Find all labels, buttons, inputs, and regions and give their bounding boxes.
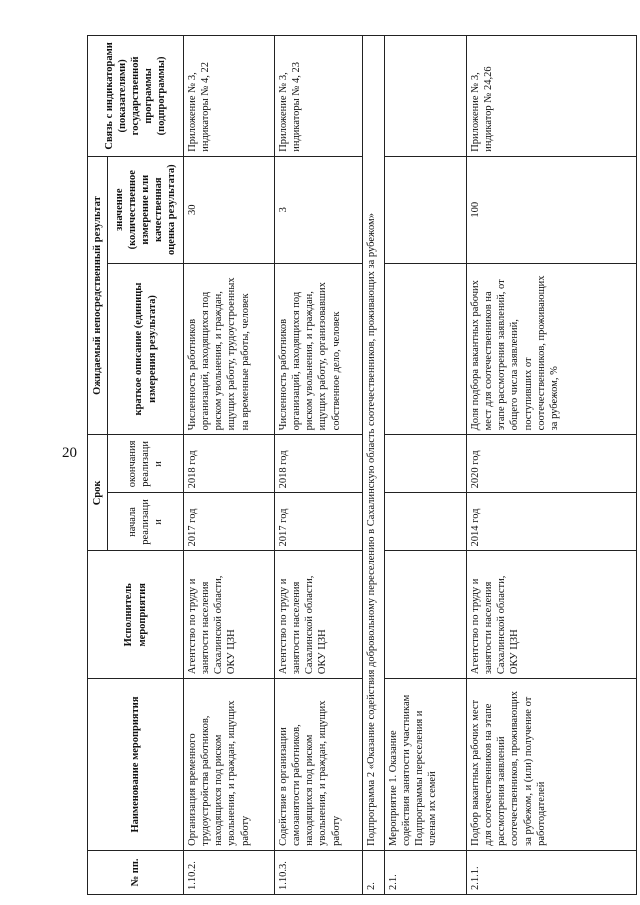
table-row: [275, 36, 363, 895]
row-desc: Доля подбора вакантных рабочих мест для соотечественников на этапе рассмотрения заявлений, от общего числа заявлений, поступивших от соотечественников, проживающих за рубежом, %: [467, 263, 637, 435]
row-start: 2017 год: [184, 493, 275, 551]
table-row: [467, 36, 637, 895]
row-link: Приложение № 3, индикатор № 24,26: [467, 36, 637, 157]
row-num: 1.10.2.: [184, 850, 275, 894]
subprogram-row: [363, 36, 385, 895]
row-desc: Численность работников организаций, находящихся под риском увольнения, и граждан, ищущих работу, организовавших собственное дело, человек: [275, 263, 363, 435]
row-value: 30: [184, 156, 275, 263]
row-executor: Агентство по труду и занятости населения Сахалинской области, ОКУ ЦЗН: [467, 551, 637, 679]
row-name: Подбор вакантных рабочих мест для соотечественников на этапе рассмотрения заявлений соотечественников, проживающих за рубежом, и (или) получение от работодателей: [467, 679, 637, 851]
measure-row: [385, 36, 467, 895]
row-link: Приложение № 3, индикаторы № 4, 22: [184, 36, 275, 157]
row-desc: Численность работников организаций, находящихся под риском увольнения, и граждан, ищущих работу, трудоустроенных на временные работы, человек: [184, 263, 275, 435]
row-executor: Агентство по труду и занятости населения Сахалинской области, ОКУ ЦЗН: [184, 551, 275, 679]
row-start: 2017 год: [275, 493, 363, 551]
empty-cell: [385, 263, 467, 435]
header-term-end: окончания реализации: [108, 435, 184, 493]
row-link: Приложение № 3, индикаторы № 4, 23: [275, 36, 363, 157]
row-end: 2018 год: [275, 435, 363, 493]
header-term: Срок: [88, 435, 108, 551]
header-term-start: начала реализации: [108, 493, 184, 551]
header-name: Наименование мероприятия: [88, 679, 184, 851]
empty-cell: [385, 551, 467, 679]
header-result: Ожидаемый непосредственный результат: [88, 156, 108, 435]
row-name: Организация временного трудоустройства работников, находящихся под риском увольнения, и граждан, ищущих работу: [184, 679, 275, 851]
empty-cell: [385, 493, 467, 551]
header-link: Связь с индикаторами (показателями) государственной программы (подпрограммы): [88, 36, 184, 157]
empty-cell: [385, 435, 467, 493]
row-value: 3: [275, 156, 363, 263]
header-result-value: значение (количественное измерение или качественная оценка результата): [108, 156, 184, 263]
header-executor: Исполнитель мероприятия: [88, 551, 184, 679]
row-executor: Агентство по труду и занятости населения Сахалинской области, ОКУ ЦЗН: [275, 551, 363, 679]
row-num: 2.1.1.: [467, 850, 637, 894]
row-name: Содействие в организации самозанятости работников, находящихся под риском увольнения, и граждан, ищущих работу: [275, 679, 363, 851]
measure-num: 2.1.: [385, 850, 467, 894]
program-table: [87, 35, 637, 895]
empty-cell: [385, 36, 467, 157]
page-number: 20: [62, 445, 77, 461]
row-value: 100: [467, 156, 637, 263]
row-end: 2020 год: [467, 435, 637, 493]
table-row: [184, 36, 275, 895]
measure-name: Мероприятие 1. Оказание содействия занятости участникам Подпрограммы переселения и членам их семей: [385, 679, 467, 851]
subprogram-title: Подпрограмма 2 «Оказание содействия добровольному переселению в Сахалинскую область соотечественников, проживающих за рубежом»: [363, 36, 385, 851]
row-start: 2014 год: [467, 493, 637, 551]
header-num: № пп.: [88, 850, 184, 894]
header-row: [88, 36, 108, 895]
header-result-desc: краткое описание (единицы измерения результата): [108, 263, 184, 435]
subprogram-num: 2.: [363, 850, 385, 894]
empty-cell: [385, 156, 467, 263]
row-num: 1.10.3.: [275, 850, 363, 894]
row-end: 2018 год: [184, 435, 275, 493]
